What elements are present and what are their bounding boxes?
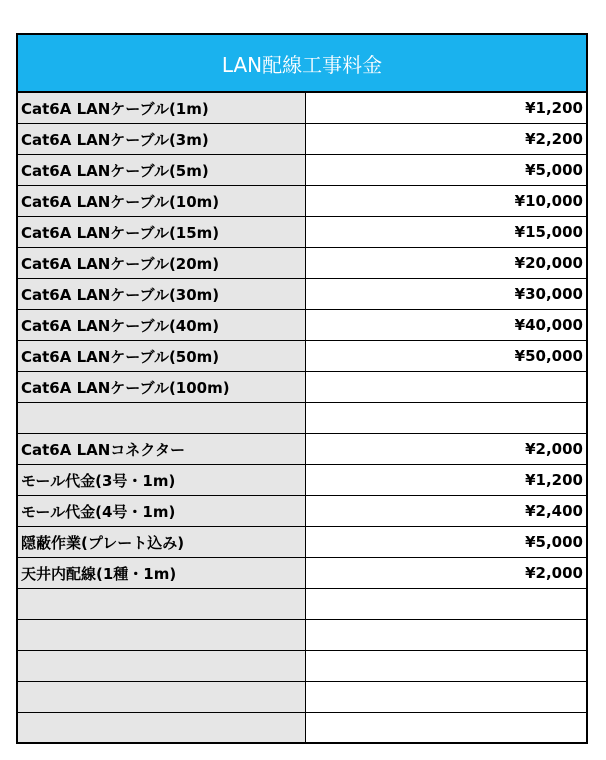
price-cell: [306, 620, 587, 651]
price-table-body: [18, 93, 586, 742]
price-cell: [306, 651, 587, 682]
item-cell: モール代金(4号・1m): [18, 496, 306, 527]
table-row: [18, 155, 586, 186]
table-row: [18, 682, 586, 713]
item-cell: 天井内配線(1種・1m): [18, 558, 306, 589]
price-cell: ¥15,000: [306, 217, 587, 248]
price-cell: ¥30,000: [306, 279, 587, 310]
item-cell: Cat6A LANケーブル(50m): [18, 341, 306, 372]
table-row: [18, 496, 586, 527]
price-cell: ¥2,000: [306, 558, 587, 589]
item-cell: モール代金(3号・1m): [18, 465, 306, 496]
table-row: [18, 465, 586, 496]
table-row: [18, 527, 586, 558]
item-cell: Cat6A LANケーブル(1m): [18, 93, 306, 124]
item-cell: Cat6A LANケーブル(30m): [18, 279, 306, 310]
price-cell: [306, 403, 587, 434]
price-table-sheet: [16, 33, 588, 744]
price-cell: ¥2,200: [306, 124, 587, 155]
table-row: [18, 341, 586, 372]
table-row: [18, 217, 586, 248]
item-cell: Cat6A LANケーブル(40m): [18, 310, 306, 341]
table-title: LAN配線工事料金: [18, 35, 586, 93]
item-cell: Cat6A LANケーブル(10m): [18, 186, 306, 217]
price-cell: ¥20,000: [306, 248, 587, 279]
price-cell: [306, 713, 587, 743]
item-cell: [18, 403, 306, 434]
table-row: [18, 279, 586, 310]
price-cell: [306, 372, 587, 403]
table-row: [18, 403, 586, 434]
item-cell: [18, 682, 306, 713]
table-row: [18, 186, 586, 217]
item-cell: [18, 651, 306, 682]
item-cell: Cat6A LANケーブル(3m): [18, 124, 306, 155]
price-table: [18, 93, 586, 742]
price-cell: ¥2,000: [306, 434, 587, 465]
item-cell: Cat6A LANケーブル(15m): [18, 217, 306, 248]
table-row: [18, 589, 586, 620]
table-row: [18, 558, 586, 589]
item-cell: [18, 620, 306, 651]
item-cell: Cat6A LANケーブル(100m): [18, 372, 306, 403]
price-cell: ¥50,000: [306, 341, 587, 372]
item-cell: 隠蔽作業(プレート込み): [18, 527, 306, 558]
item-cell: Cat6A LANケーブル(20m): [18, 248, 306, 279]
table-row: [18, 248, 586, 279]
table-row: [18, 310, 586, 341]
table-row: [18, 620, 586, 651]
item-cell: [18, 713, 306, 743]
table-row: [18, 93, 586, 124]
table-row: [18, 372, 586, 403]
price-cell: [306, 682, 587, 713]
price-cell: ¥2,400: [306, 496, 587, 527]
item-cell: [18, 589, 306, 620]
table-row: [18, 713, 586, 743]
table-row: [18, 434, 586, 465]
item-cell: Cat6A LANコネクター: [18, 434, 306, 465]
table-row: [18, 124, 586, 155]
item-cell: Cat6A LANケーブル(5m): [18, 155, 306, 186]
price-cell: [306, 589, 587, 620]
price-cell: ¥40,000: [306, 310, 587, 341]
table-row: [18, 651, 586, 682]
price-cell: ¥5,000: [306, 155, 587, 186]
price-cell: ¥5,000: [306, 527, 587, 558]
price-cell: ¥1,200: [306, 465, 587, 496]
price-cell: ¥10,000: [306, 186, 587, 217]
price-cell: ¥1,200: [306, 93, 587, 124]
